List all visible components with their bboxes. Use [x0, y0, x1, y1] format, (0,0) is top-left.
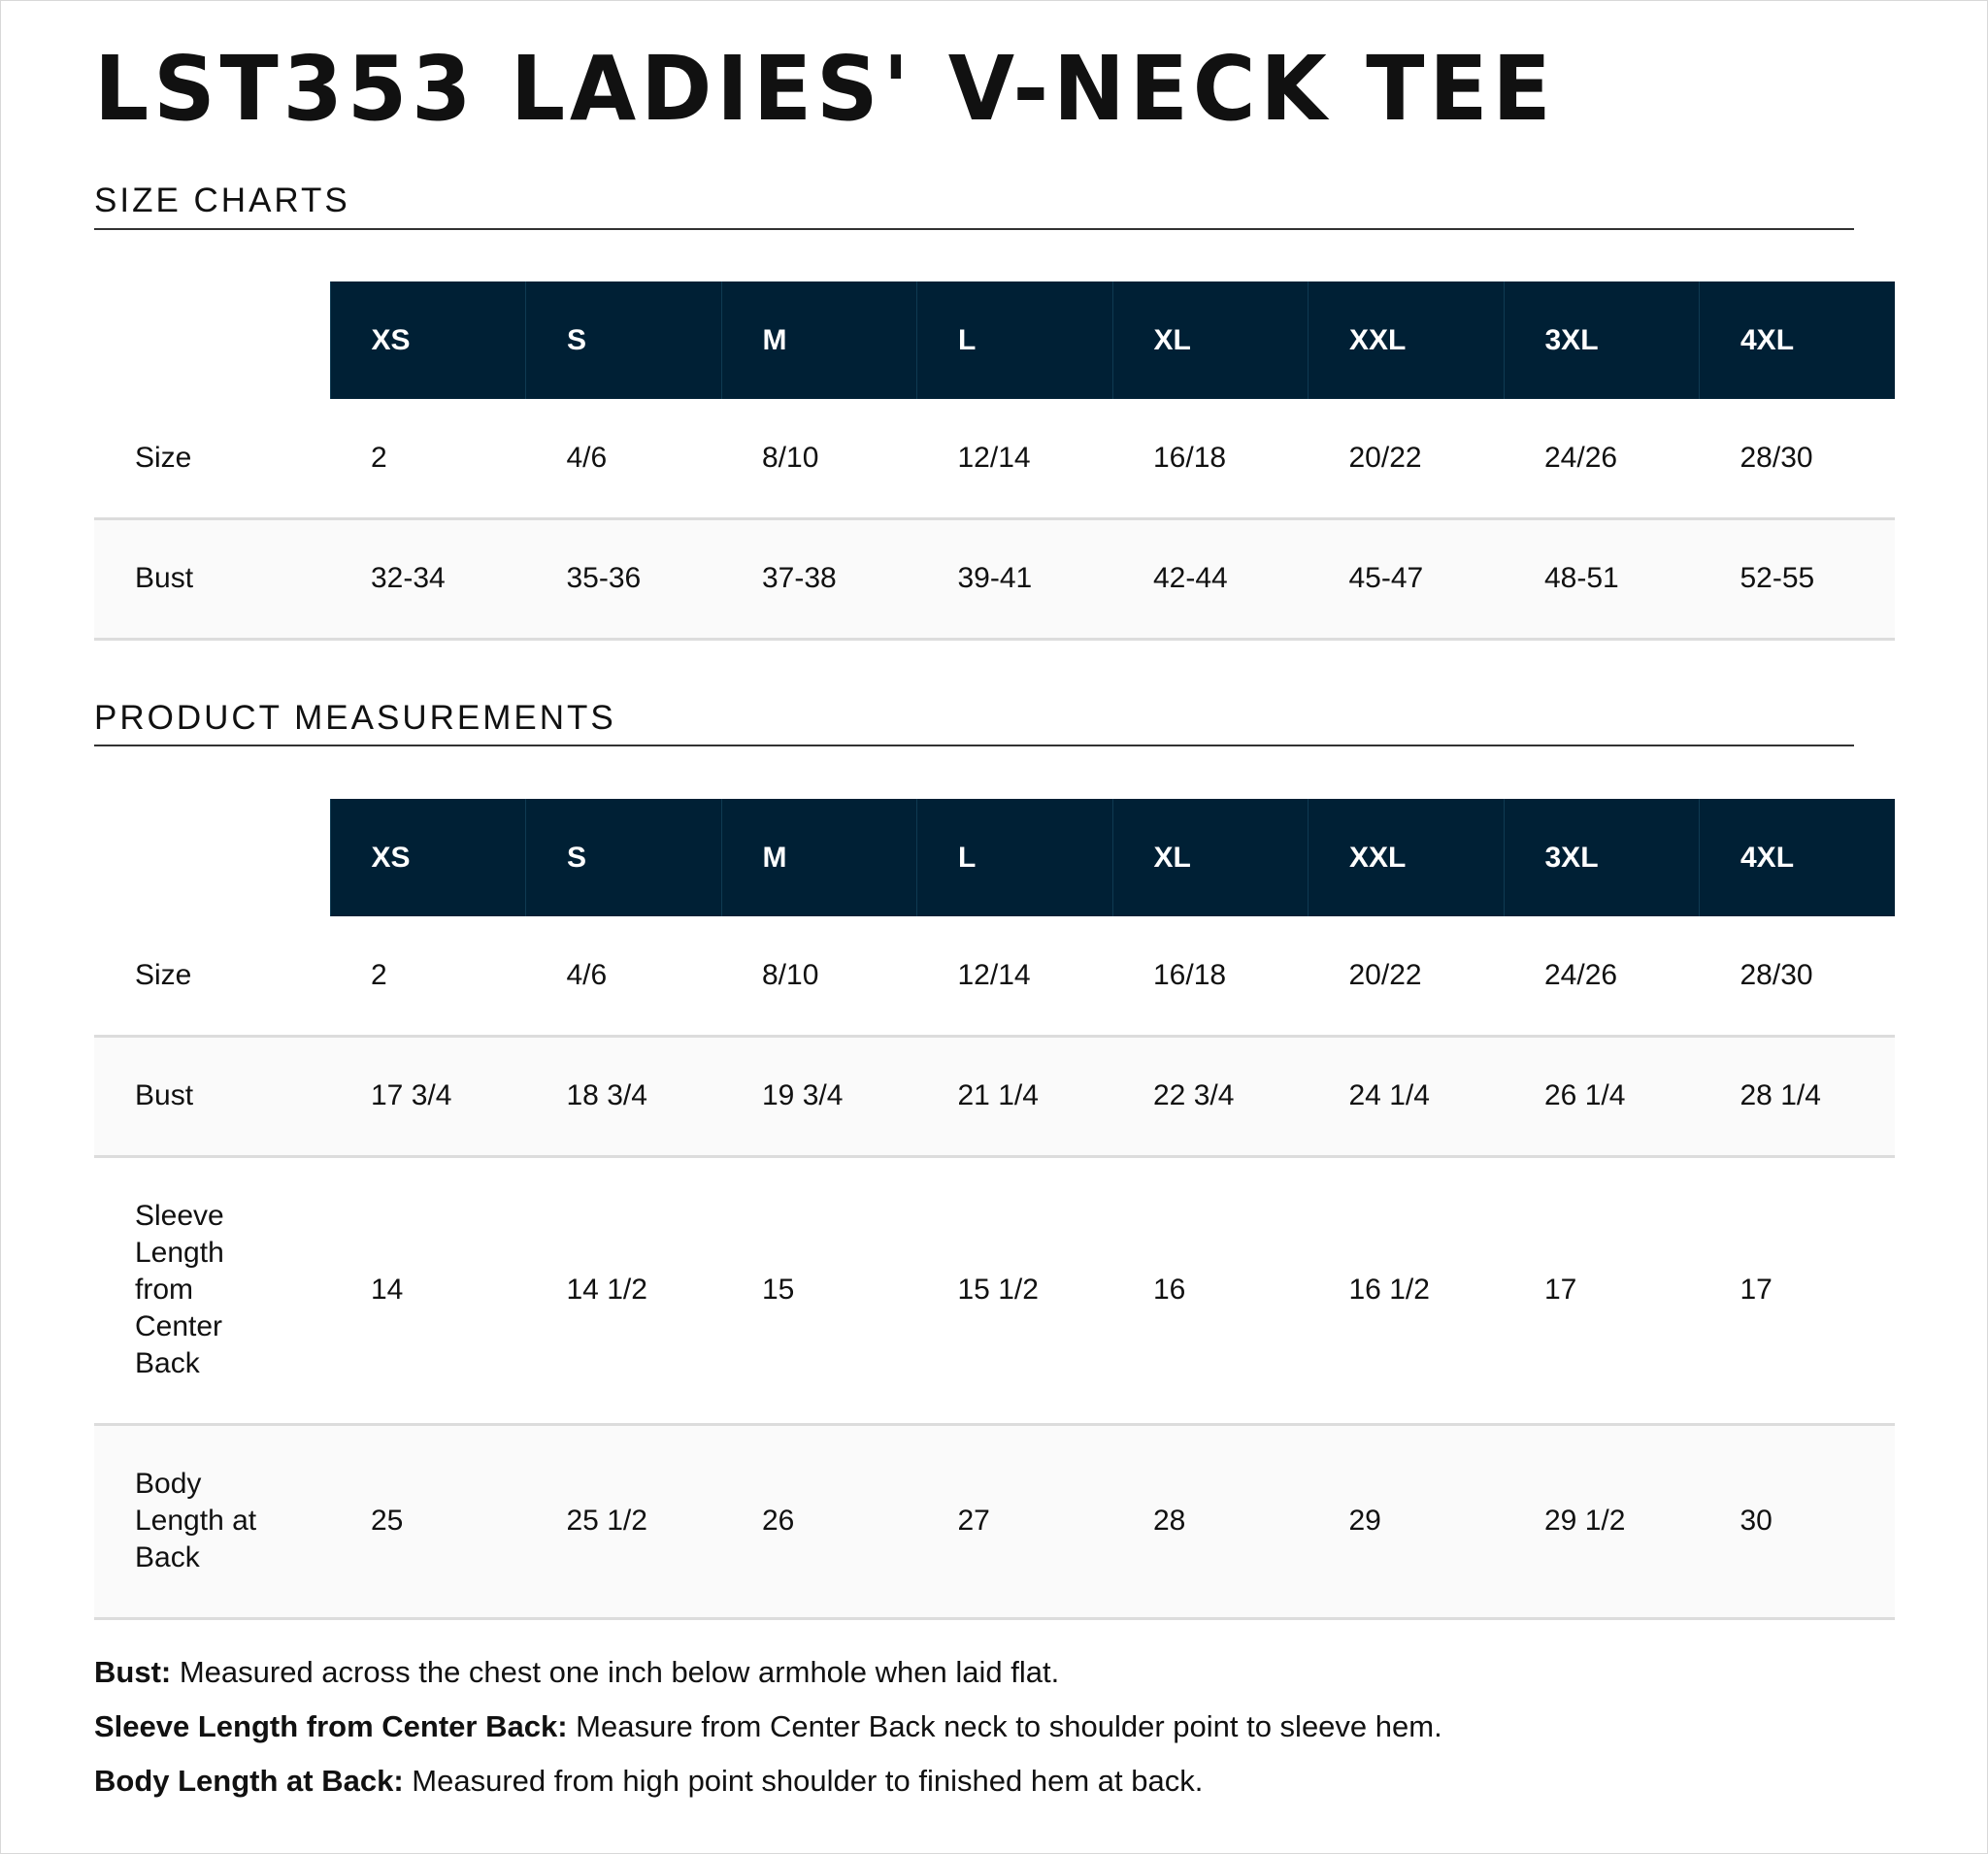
table-cell: 14 1/2 [526, 1156, 722, 1424]
table-cell: 28/30 [1700, 916, 1896, 1036]
column-header-3xl: 3XL [1504, 799, 1700, 916]
size-chart-table [94, 281, 1895, 641]
column-header-xxl: XXL [1309, 281, 1505, 399]
table-row [94, 1036, 1895, 1156]
row-label-bust: Bust [94, 1036, 330, 1156]
table-cell: 22 3/4 [1112, 1036, 1309, 1156]
page-title: LST353 LADIES' V-NECK TEE [94, 37, 1556, 141]
note-text: Measured from high point shoulder to finished hem at back. [403, 1764, 1204, 1798]
table-row [94, 1424, 1895, 1618]
table-cell: 17 3/4 [330, 1036, 526, 1156]
header-corner [94, 281, 330, 399]
note-term: Body Length at Back: [94, 1764, 404, 1798]
note-term: Sleeve Length from Center Back: [94, 1709, 568, 1743]
table-cell: 28 1/4 [1700, 1036, 1896, 1156]
table-cell: 2 [330, 916, 526, 1036]
row-label-size: Size [94, 916, 330, 1036]
table-cell: 24/26 [1504, 399, 1700, 518]
column-header-xxl: XXL [1309, 799, 1505, 916]
row-label-line: Back [135, 1541, 200, 1573]
row-label-line: Length at [135, 1505, 257, 1537]
table-cell: 18 3/4 [526, 1036, 722, 1156]
note-term: Bust: [94, 1655, 172, 1689]
table-cell: 45-47 [1309, 518, 1505, 639]
column-header-s: S [526, 799, 722, 916]
size-chart-header-row [94, 281, 1895, 399]
note-bust [94, 1645, 1442, 1700]
table-cell: 20/22 [1309, 399, 1505, 518]
table-cell: 15 [721, 1156, 917, 1424]
row-label-sleeve-length [94, 1156, 330, 1424]
table-cell: 28 [1112, 1424, 1309, 1618]
table-cell: 4/6 [526, 916, 722, 1036]
table-cell: 16/18 [1112, 916, 1309, 1036]
header-corner [94, 799, 330, 916]
table-cell: 37-38 [721, 518, 917, 639]
table-cell: 16 1/2 [1309, 1156, 1505, 1424]
column-header-l: L [917, 799, 1113, 916]
table-cell: 39-41 [917, 518, 1113, 639]
table-cell: 21 1/4 [917, 1036, 1113, 1156]
row-label-line: Body [135, 1468, 202, 1500]
table-cell: 52-55 [1700, 518, 1896, 639]
table-cell: 30 [1700, 1424, 1896, 1618]
table-cell: 24/26 [1504, 916, 1700, 1036]
table-cell: 16/18 [1112, 399, 1309, 518]
column-header-m: M [721, 281, 917, 399]
column-header-4xl: 4XL [1700, 799, 1896, 916]
row-label-bust: Bust [94, 518, 330, 639]
size-charts-heading: SIZE CHARTS [94, 182, 350, 219]
table-cell: 8/10 [721, 399, 917, 518]
table-cell: 26 1/4 [1504, 1036, 1700, 1156]
table-cell: 16 [1112, 1156, 1309, 1424]
size-charts-rule [94, 228, 1854, 230]
note-text: Measure from Center Back neck to shoulder point to sleeve hem. [567, 1709, 1442, 1743]
row-label-size: Size [94, 399, 330, 518]
table-cell: 27 [917, 1424, 1113, 1618]
table-cell: 48-51 [1504, 518, 1700, 639]
row-label-line: Length [135, 1237, 224, 1269]
note-sleeve-length [94, 1700, 1442, 1754]
table-cell: 26 [721, 1424, 917, 1618]
table-cell: 19 3/4 [721, 1036, 917, 1156]
table-cell: 25 1/2 [526, 1424, 722, 1618]
table-cell: 12/14 [917, 916, 1113, 1036]
row-label-body-length [94, 1424, 330, 1618]
table-cell: 8/10 [721, 916, 917, 1036]
table-cell: 20/22 [1309, 916, 1505, 1036]
table-cell: 25 [330, 1424, 526, 1618]
column-header-3xl: 3XL [1504, 281, 1700, 399]
table-cell: 4/6 [526, 399, 722, 518]
table-row [94, 916, 1895, 1036]
table-cell: 24 1/4 [1309, 1036, 1505, 1156]
table-cell: 17 [1700, 1156, 1896, 1424]
table-cell: 29 1/2 [1504, 1424, 1700, 1618]
table-cell: 12/14 [917, 399, 1113, 518]
column-header-4xl: 4XL [1700, 281, 1896, 399]
table-cell: 2 [330, 399, 526, 518]
table-row [94, 518, 1895, 639]
table-cell: 35-36 [526, 518, 722, 639]
product-measurements-rule [94, 745, 1854, 746]
product-measurements-table [94, 799, 1895, 1620]
table-cell: 42-44 [1112, 518, 1309, 639]
product-measurements-header-row [94, 799, 1895, 916]
column-header-xl: XL [1112, 281, 1309, 399]
row-label-line: Back [135, 1347, 200, 1379]
column-header-xs: XS [330, 799, 526, 916]
column-header-l: L [917, 281, 1113, 399]
table-cell: 28/30 [1700, 399, 1896, 518]
table-cell: 29 [1309, 1424, 1505, 1618]
column-header-s: S [526, 281, 722, 399]
table-row [94, 399, 1895, 518]
column-header-xs: XS [330, 281, 526, 399]
table-cell: 17 [1504, 1156, 1700, 1424]
table-cell: 32-34 [330, 518, 526, 639]
column-header-xl: XL [1112, 799, 1309, 916]
product-measurements-heading: PRODUCT MEASUREMENTS [94, 699, 616, 737]
row-label-line: Center [135, 1310, 223, 1342]
column-header-m: M [721, 799, 917, 916]
row-label-line: from [135, 1274, 193, 1306]
table-cell: 15 1/2 [917, 1156, 1113, 1424]
note-body-length [94, 1754, 1442, 1808]
table-row [94, 1156, 1895, 1424]
table-cell: 14 [330, 1156, 526, 1424]
note-text: Measured across the chest one inch below armhole when laid flat. [171, 1655, 1060, 1689]
row-label-line: Sleeve [135, 1200, 224, 1232]
measurement-notes [94, 1645, 1442, 1808]
